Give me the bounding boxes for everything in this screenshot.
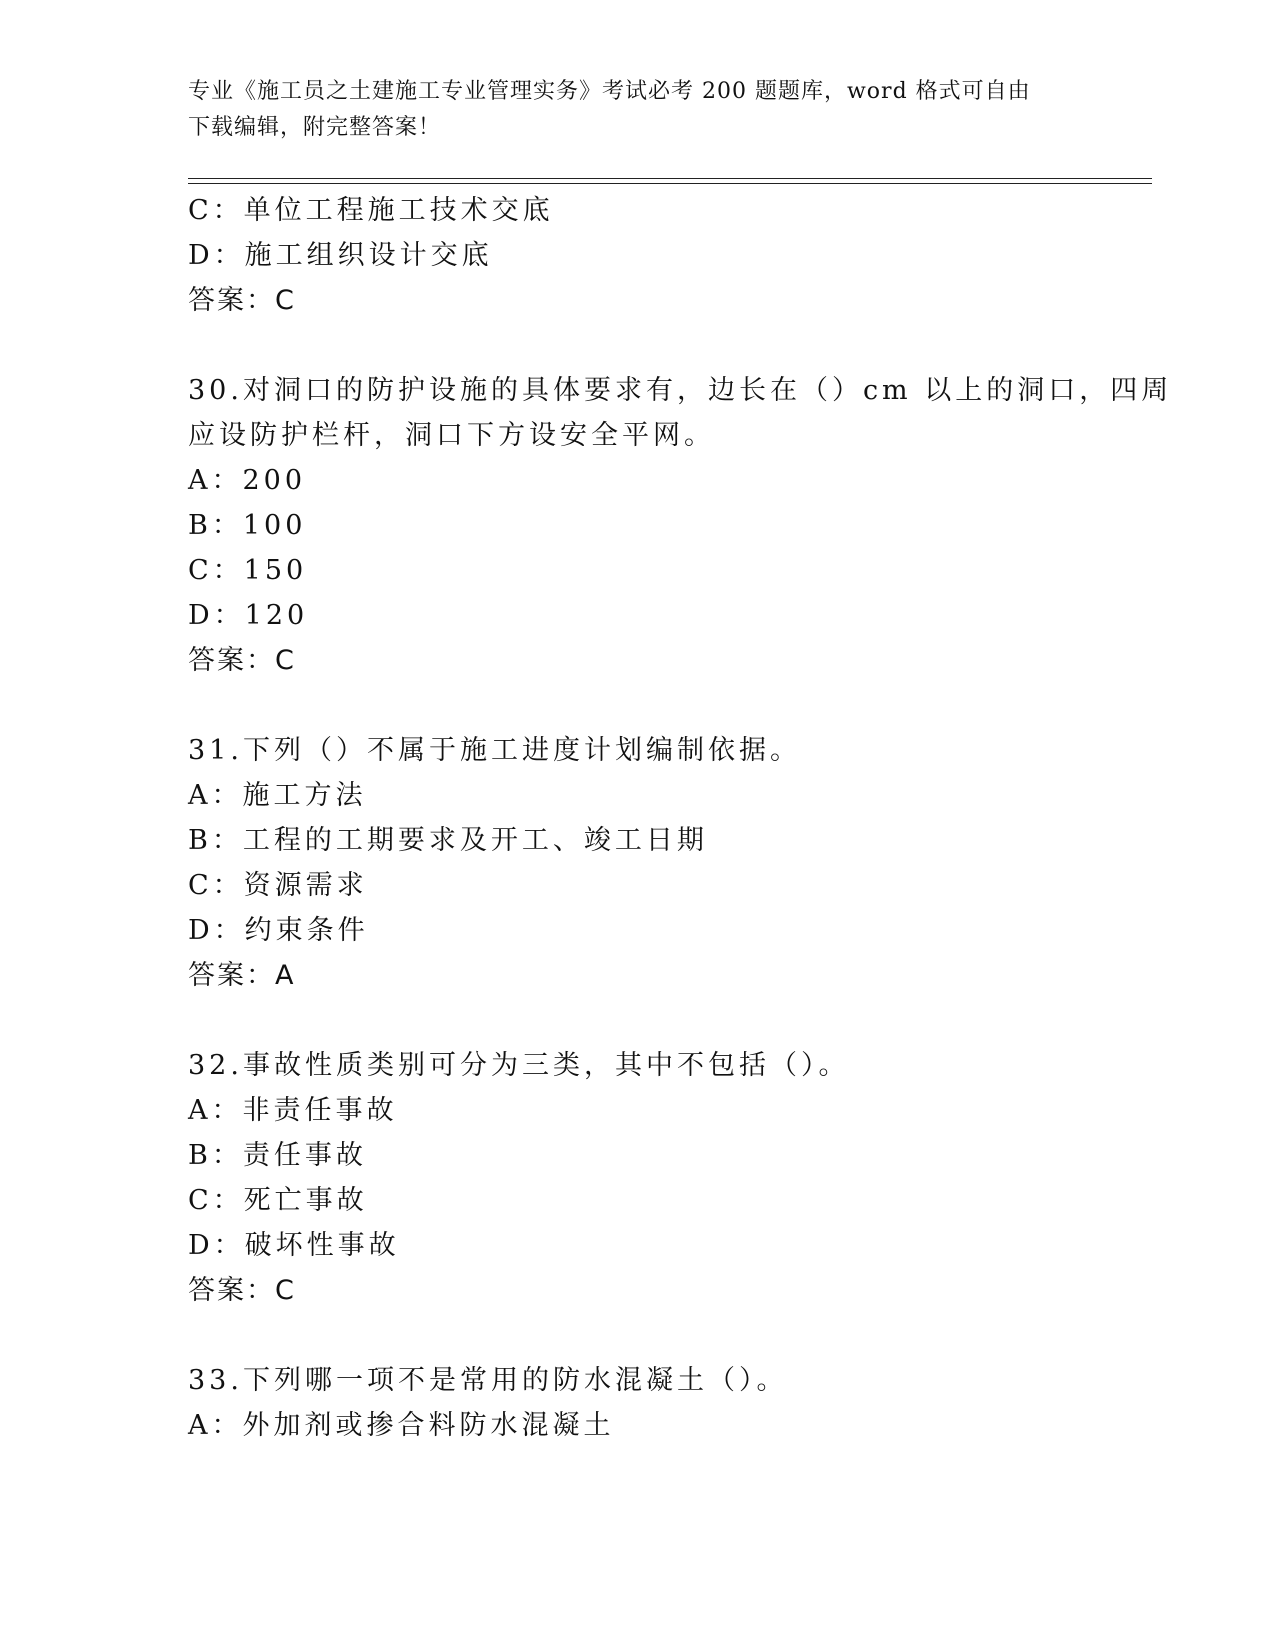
option-d: D：施工组织设计交底 <box>188 240 493 271</box>
option-c: C：单位工程施工技术交底 <box>188 195 554 226</box>
option-c: C：死亡事故 <box>188 1185 368 1216</box>
header-divider-bottom <box>188 183 1152 184</box>
answer: 答案：C <box>188 1275 296 1306</box>
option-d: D：120 <box>188 600 309 631</box>
option-a: A：非责任事故 <box>188 1095 398 1126</box>
option-b: B：工程的工期要求及开工、竣工日期 <box>188 825 708 856</box>
question-stem: 31.下列（）不属于施工进度计划编制依据。 <box>188 735 801 766</box>
question-stem-continued: 应设防护栏杆，洞口下方设安全平网。 <box>188 420 715 451</box>
option-a: A：200 <box>188 465 307 496</box>
option-d: D：破坏性事故 <box>188 1230 400 1261</box>
answer: 答案：C <box>188 645 296 676</box>
header-divider-top <box>188 178 1152 179</box>
question-stem: 30.对洞口的防护设施的具体要求有，边长在（）cm 以上的洞口，四周 <box>188 375 1173 406</box>
option-c: C：150 <box>188 555 308 586</box>
option-c: C：资源需求 <box>188 870 368 901</box>
option-b: B：100 <box>188 510 307 541</box>
option-a: A：外加剂或掺合料防水混凝土 <box>188 1410 615 1441</box>
option-b: B：责任事故 <box>188 1140 367 1171</box>
option-a: A：施工方法 <box>188 780 367 811</box>
option-d: D：约束条件 <box>188 915 369 946</box>
question-stem: 33.下列哪一项不是常用的防水混凝土（）。 <box>188 1365 788 1396</box>
answer: 答案：C <box>188 285 296 316</box>
answer: 答案：A <box>188 960 296 991</box>
document-header <box>188 74 1088 146</box>
header-line-2: 下载编辑，附完整答案！ <box>188 115 442 140</box>
question-stem: 32.事故性质类别可分为三类，其中不包括（）。 <box>188 1050 850 1081</box>
header-line-1: 专业《施工员之土建施工专业管理实务》考试必考 200 题题库，word 格式可自由 <box>188 79 1031 104</box>
